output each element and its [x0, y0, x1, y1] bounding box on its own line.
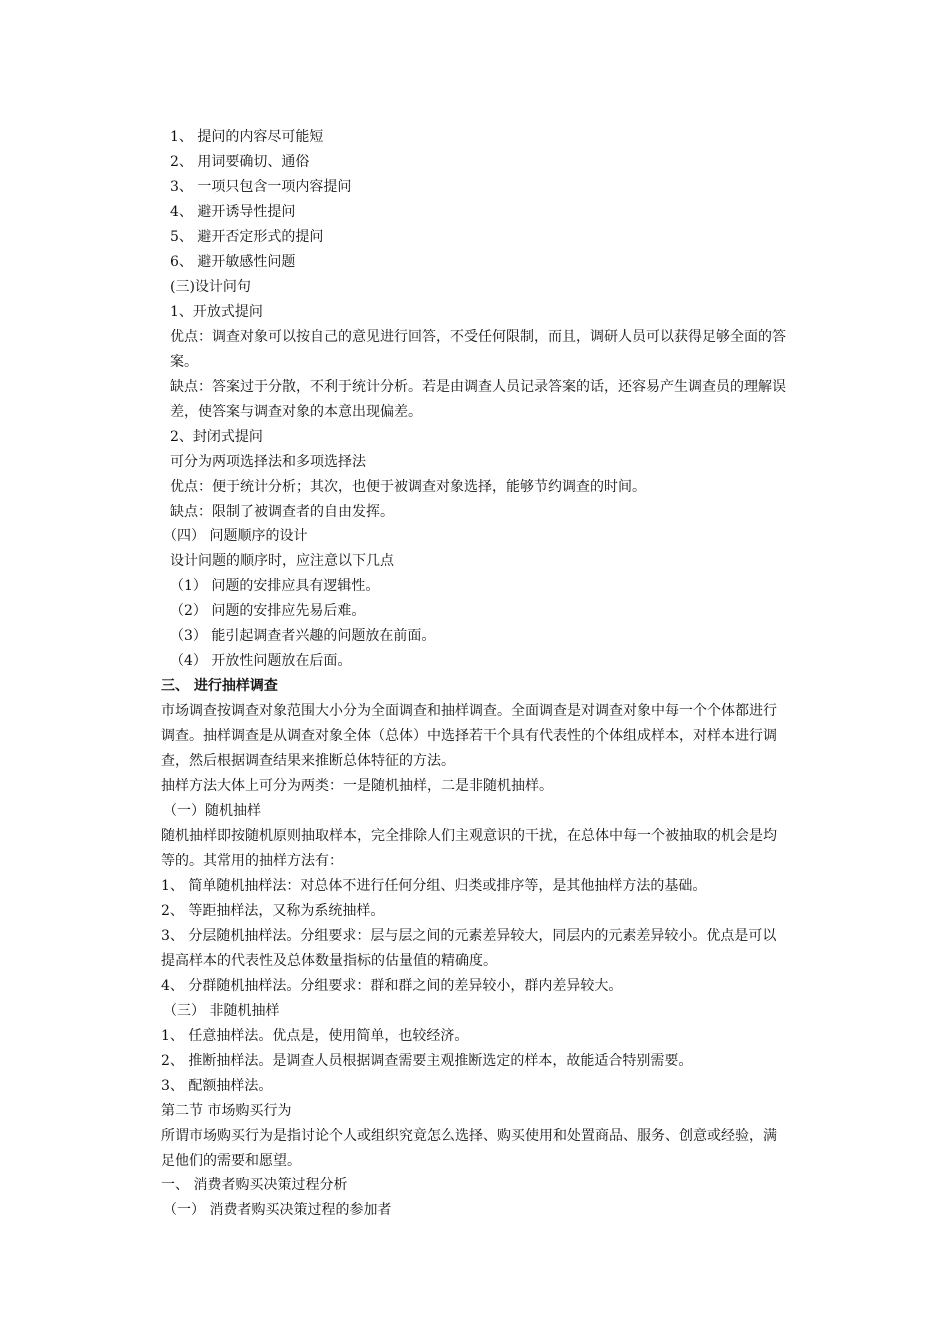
section-heading: （三） 非随机抽样 — [163, 1003, 280, 1019]
subheading: 2、封闭式提问 — [170, 429, 263, 445]
paragraph-line: 抽样方法大体上可分为两类：一是随机抽样，二是非随机抽样。 — [161, 778, 553, 794]
list-item: （4） 开放性问题放在后面。 — [170, 653, 352, 669]
list-item: （1） 问题的安排应具有逻辑性。 — [170, 578, 380, 594]
list-item: 2、 用词要确切、通俗 — [170, 154, 310, 170]
list-item: 1、 任意抽样法。优点是，使用简单，也较经济。 — [161, 1028, 469, 1044]
subheading: 1、开放式提问 — [170, 304, 263, 320]
section-heading: （一）随机抽样 — [163, 803, 261, 819]
paragraph-line: 缺点：限制了被调查者的自由发挥。 — [170, 504, 394, 520]
list-item: 3、 分层随机抽样法。分组要求：层与层之间的元素差异较大，同层内的元素差异较小。优点是可以 — [161, 928, 777, 944]
list-item: 提高样本的代表性及总体数量指标的估量值的精确度。 — [161, 953, 497, 969]
paragraph-line: 差，使答案与调查对象的本意出现偏差。 — [170, 404, 422, 420]
list-item: 3、 配额抽样法。 — [161, 1078, 273, 1094]
paragraph-line: 所谓市场购买行为是指讨论个人或组织究竟怎么选择、购买使用和处置商品、服务、创意或经验，满 — [161, 1128, 777, 1144]
paragraph-line: 设计问题的顺序时，应注意以下几点 — [170, 553, 394, 569]
paragraph-line: 查，然后根据调查结果来推断总体特征的方法。 — [161, 753, 455, 769]
list-item: 4、 分群随机抽样法。分组要求：群和群之间的差异较小，群内差异较大。 — [161, 978, 623, 994]
paragraph-line: 随机抽样即按随机原则抽取样本，完全排除人们主观意识的干扰，在总体中每一个被抽取的机会是均 — [161, 828, 777, 844]
list-item: （2） 问题的安排应先易后难。 — [170, 603, 366, 619]
list-item: 1、 简单随机抽样法：对总体不进行任何分组、归类或排序等，是其他抽样方法的基础。 — [161, 878, 707, 894]
section-heading: （四） 问题顺序的设计 — [163, 528, 308, 544]
chapter-heading: 第二节 市场购买行为 — [161, 1103, 292, 1119]
section-heading: 一、 消费者购买决策过程分析 — [161, 1177, 348, 1193]
list-item: 2、 推断抽样法。是调查人员根据调查需要主观推断选定的样本，故能适合特别需要。 — [161, 1053, 693, 1069]
paragraph-line: 缺点：答案过于分散，不利于统计分析。若是由调查人员记录答案的话，还容易产生调查员的理解误 — [170, 379, 786, 395]
section-heading: (三)设计问句 — [170, 279, 251, 295]
list-item: 6、 避开敏感性问题 — [170, 254, 296, 270]
list-item: 3、 一项只包含一项内容提问 — [170, 179, 352, 195]
paragraph-line: 案。 — [170, 354, 198, 370]
section-heading: 三、 进行抽样调查 — [161, 678, 278, 694]
list-item: 5、 避开否定形式的提问 — [170, 229, 324, 245]
section-heading: （一） 消费者购买决策过程的参加者 — [163, 1202, 392, 1218]
paragraph-line: 足他们的需要和愿望。 — [161, 1153, 301, 1169]
list-item: （3） 能引起调查者兴趣的问题放在前面。 — [170, 628, 436, 644]
list-item: 2、 等距抽样法，又称为系统抽样。 — [161, 903, 385, 919]
paragraph-line: 等的。其常用的抽样方法有： — [161, 853, 343, 869]
paragraph-line: 优点：调查对象可以按自己的意见进行回答，不受任何限制，而且，调研人员可以获得足够全面的答 — [170, 329, 786, 345]
list-item: 1、 提问的内容尽可能短 — [170, 129, 324, 145]
paragraph-line: 可分为两项选择法和多项选择法 — [170, 454, 366, 470]
paragraph-line: 调查。抽样调查是从调查对象全体（总体）中选择若干个具有代表性的个体组成样本，对样本进行调 — [161, 728, 777, 744]
list-item: 4、 避开诱导性提问 — [170, 204, 296, 220]
paragraph-line: 市场调查按调查对象范围大小分为全面调查和抽样调查。全面调查是对调查对象中每一个个体都进行 — [161, 703, 777, 719]
paragraph-line: 优点：便于统计分析；其次，也便于被调查对象选择，能够节约调查的时间。 — [170, 479, 646, 495]
